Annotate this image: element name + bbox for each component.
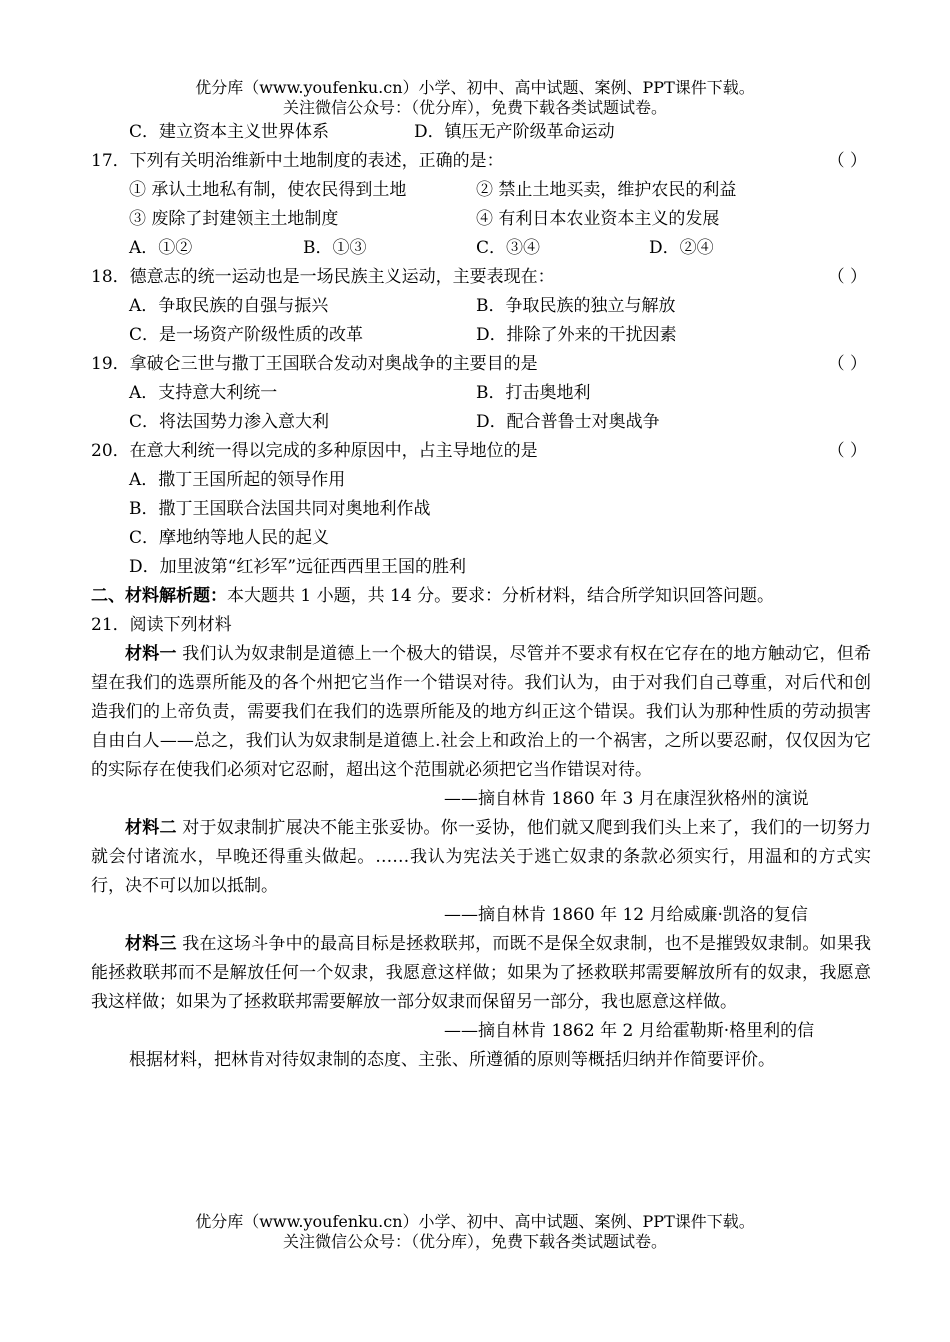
material-2-text: 对于奴隶制扩展决不能主张妥协。你一妥协，他们就又爬到我们头上来了，我们的一切努力就会付诸流水，早晚还得重头做起。……我认为宪法关于逃亡奴隶的条款必须实行，用温和的方式实行，决不可以加以抵制。: [91, 818, 871, 896]
material-3-text: 我在这场斗争中的最高目标是拯救联邦，而既不是保全奴隶制，也不是摧毁奴隶制。如果我能拯救联邦而不是解放任何一个奴隶，我愿意这样做；如果为了拯救联邦需要解放所有的奴隶，我愿意我这样做；如果为了拯救联邦需要解放一部分奴隶而保留另一部分，我也愿意这样做。: [91, 934, 871, 1012]
q19-option-a: A．支持意大利统一: [129, 383, 278, 403]
q18-answer-paren: （ ）: [827, 267, 867, 287]
material-2-label: 材料二: [125, 818, 177, 838]
material-1-label: 材料一: [125, 644, 177, 664]
q17-option-d: D．②④: [649, 238, 714, 258]
header-line-1: 优分库（www.youfenku.cn）小学、初中、高中试题、案例、PPT课件下载。: [195, 78, 755, 97]
q18-option-d: D．排除了外来的干扰因素: [476, 325, 677, 345]
q20-stem-text: 20．在意大利统一得以完成的多种原因中，占主导地位的是: [91, 441, 538, 461]
q21-stem: 21．阅读下列材料: [91, 615, 232, 635]
q19-options-ab: [91, 379, 871, 408]
q18-option-b: B．争取民族的独立与解放: [476, 296, 676, 316]
q20-stem: [91, 437, 871, 466]
page-footer: [0, 1212, 950, 1252]
q18-stem-text: 18．德意志的统一运动也是一场民族主义运动，主要表现在：: [91, 267, 555, 287]
q17-option-c: C．③④: [476, 238, 541, 258]
q19-stem: [91, 350, 871, 379]
q17-statement-4: ④ 有利日本农业资本主义的发展: [476, 209, 720, 229]
q19-option-d: D．配合普鲁士对奥战争: [476, 412, 660, 432]
q17-option-b: B．①③: [303, 238, 367, 258]
q21-material-3: [91, 930, 871, 1017]
section2-desc: 本大题共 1 小题，共 14 分。要求：分析材料，结合所学知识回答问题。: [227, 586, 775, 606]
q21-material-2: [91, 814, 871, 901]
q17-answer-paren: （ ）: [827, 151, 867, 171]
q20-option-c: C．摩地纳等地人民的起义: [129, 528, 330, 548]
q17-statements-12: [91, 176, 871, 205]
q18-stem: [91, 263, 871, 292]
q19-options-cd: [91, 408, 871, 437]
page-header: [0, 78, 950, 118]
q17-stem-text: 17．下列有关明治维新中土地制度的表述，正确的是：: [91, 151, 504, 171]
q20-option-b: B．撒丁王国联合法国共同对奥地利作战: [129, 499, 431, 519]
q17-statement-3: ③ 废除了封建领主土地制度: [129, 209, 339, 229]
header-line-2: 关注微信公众号：（优分库），免费下载各类试题试卷。: [282, 98, 667, 117]
material-1-source: ——摘自林肯 1860 年 3 月在康涅狄格州的演说: [444, 789, 809, 809]
exam-content: [91, 118, 871, 1075]
q20-option-a: A．撒丁王国所起的领导作用: [129, 470, 346, 490]
q17-options: [91, 234, 871, 263]
q19-stem-text: 19．拿破仑三世与撒丁王国联合发动对奥战争的主要目的是: [91, 354, 538, 374]
q17-statements-34: [91, 205, 871, 234]
material-3-label: 材料三: [125, 934, 177, 954]
section2-heading: [91, 582, 871, 611]
q20-option-d: D．加里波第“红衫军”远征西西里王国的胜利: [129, 557, 467, 577]
q18-option-c: C．是一场资产阶级性质的改革: [129, 325, 364, 345]
q20-answer-paren: （ ）: [827, 441, 867, 461]
q18-options-cd: [91, 321, 871, 350]
q21-task: 根据材料，把林肯对待奴隶制的态度、主张、所遵循的原则等概括归纳并作简要评价。: [129, 1050, 775, 1070]
material-2-source: ——摘自林肯 1860 年 12 月给威廉·凯洛的复信: [444, 905, 808, 925]
q16-option-d: D．镇压无产阶级革命运动: [414, 122, 615, 142]
q17-stem: [91, 147, 871, 176]
q18-options-ab: [91, 292, 871, 321]
q19-option-c: C．将法国势力渗入意大利: [129, 412, 330, 432]
q19-answer-paren: （ ）: [827, 354, 867, 374]
q17-option-a: A．①②: [129, 238, 193, 258]
section2-title: 二、材料解析题：: [91, 586, 227, 606]
material-1-text: 我们认为奴隶制是道德上一个极大的错误，尽管并不要求有权在它存在的地方触动它，但希望在我们的选票所能及的各个州把它当作一个错误对待。我们认为，由于对我们自己尊重，对后代和创造我们的上帝负责，需要我们在我们的选票所能及的地方纠正这个错误。我们认为那种性质的劳动损害自由白人——总之，我们认为奴隶制是道德上.社会上和政治上的一个祸害，之所以要忍耐，仅仅因为它的实际存在使我们必须对它忍耐，超出这个范围就必须把它当作错误对待。: [91, 644, 871, 780]
q16-options-cd: [91, 118, 871, 147]
footer-line-1: 优分库（www.youfenku.cn）小学、初中、高中试题、案例、PPT课件下载。: [195, 1212, 755, 1231]
q18-option-a: A．争取民族的自强与振兴: [129, 296, 329, 316]
footer-line-2: 关注微信公众号：（优分库），免费下载各类试题试卷。: [282, 1232, 667, 1251]
q21-material-1: [91, 640, 871, 785]
q19-option-b: B．打击奥地利: [476, 383, 591, 403]
q17-statement-2: ② 禁止土地买卖，维护农民的利益: [476, 180, 737, 200]
material-3-source: ——摘自林肯 1862 年 2 月给霍勒斯·格里利的信: [444, 1021, 815, 1041]
q16-option-c: C．建立资本主义世界体系: [129, 122, 330, 142]
q17-statement-1: ① 承认土地私有制，使农民得到土地: [129, 180, 407, 200]
